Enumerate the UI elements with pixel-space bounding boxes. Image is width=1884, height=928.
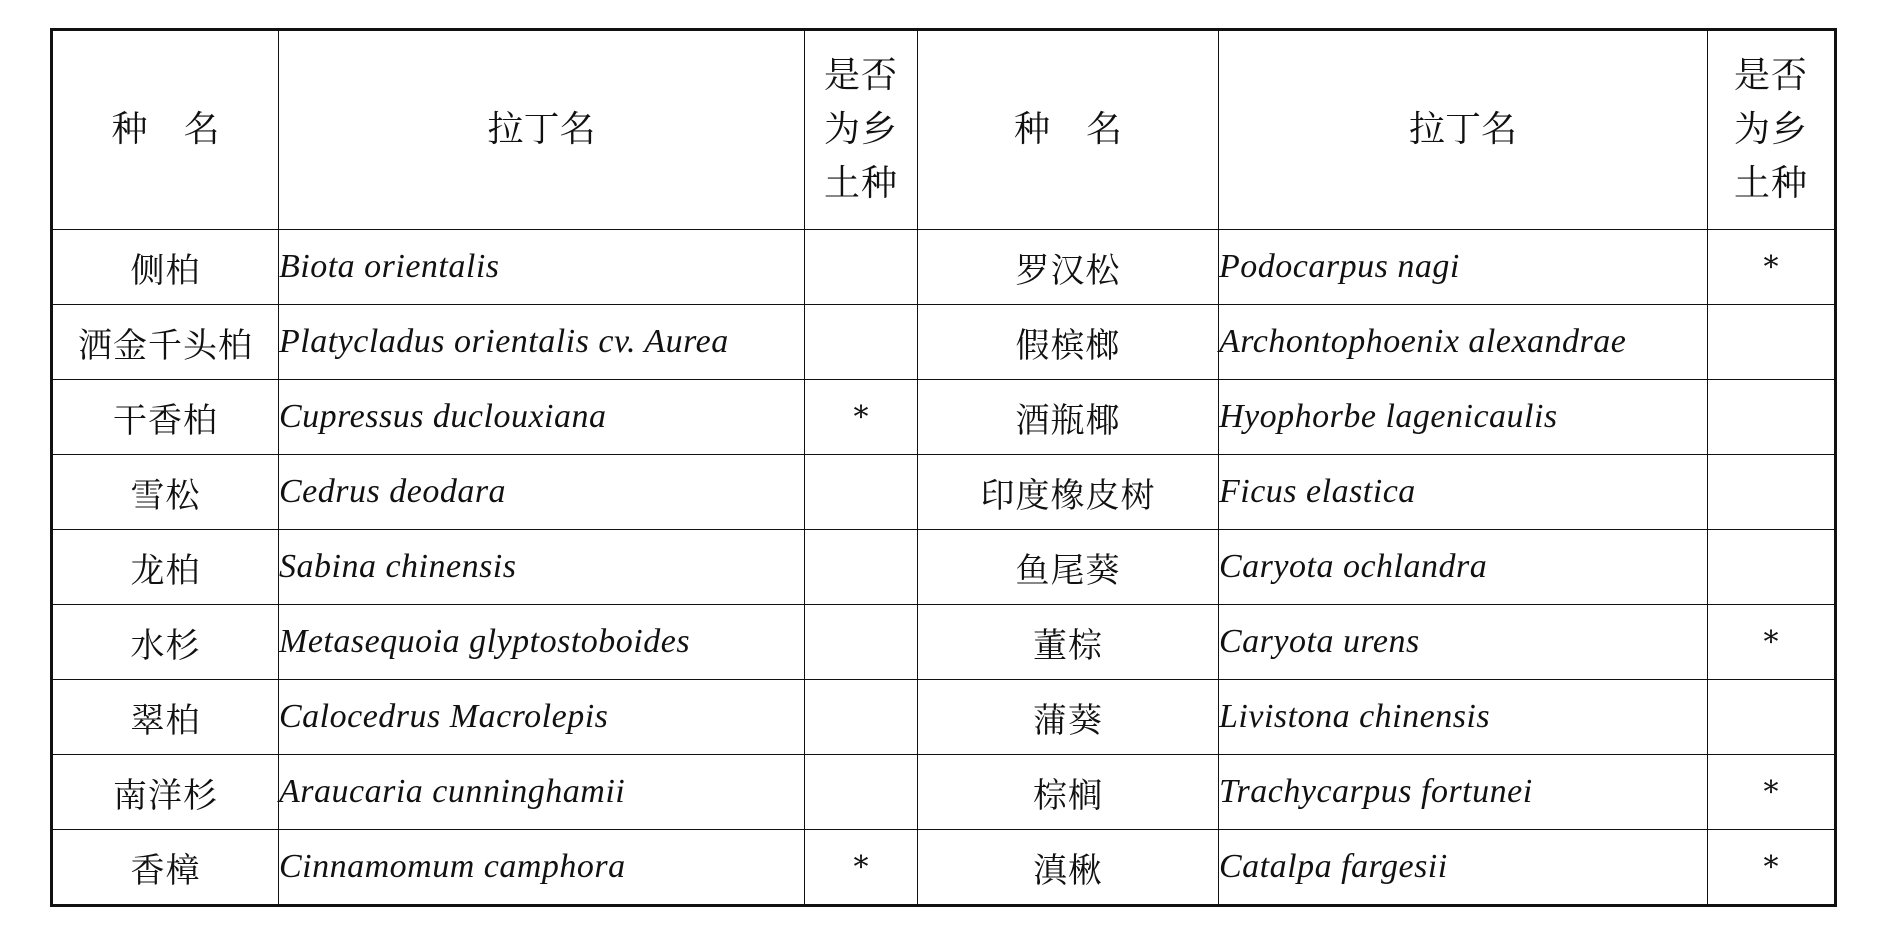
native-mark: * xyxy=(1708,230,1836,305)
latin-name: Cupressus duclouxiana xyxy=(279,380,805,455)
native-mark xyxy=(805,755,918,830)
latin-name: Cinnamomum camphora xyxy=(279,830,805,906)
latin-name: Platycladus orientalis cv. Aurea xyxy=(279,305,805,380)
native-mark xyxy=(1708,455,1836,530)
native-mark xyxy=(805,305,918,380)
latin-name: Trachycarpus fortunei xyxy=(1219,755,1708,830)
latin-name: Podocarpus nagi xyxy=(1219,230,1708,305)
native-mark: * xyxy=(805,830,918,906)
species-name: 印度橡皮树 xyxy=(918,455,1219,530)
native-mark: * xyxy=(1708,755,1836,830)
table-row xyxy=(52,230,1836,305)
native-mark: * xyxy=(805,380,918,455)
native-mark xyxy=(1708,530,1836,605)
table-row xyxy=(52,680,1836,755)
species-name: 翠柏 xyxy=(52,680,279,755)
species-name: 龙柏 xyxy=(52,530,279,605)
native-mark xyxy=(805,605,918,680)
header-latin-name-left: 拉丁名 xyxy=(279,30,805,230)
table-row xyxy=(52,830,1836,906)
table-row xyxy=(52,305,1836,380)
table-row xyxy=(52,455,1836,530)
latin-name: Araucaria cunninghamii xyxy=(279,755,805,830)
table-row xyxy=(52,380,1836,455)
table-row xyxy=(52,530,1836,605)
species-name: 水杉 xyxy=(52,605,279,680)
species-name: 罗汉松 xyxy=(918,230,1219,305)
species-name: 蒲葵 xyxy=(918,680,1219,755)
species-name: 南洋杉 xyxy=(52,755,279,830)
latin-name: Metasequoia glyptostoboides xyxy=(279,605,805,680)
latin-name: Archontophoenix alexandrae xyxy=(1219,305,1708,380)
species-name: 鱼尾葵 xyxy=(918,530,1219,605)
native-mark xyxy=(805,455,918,530)
header-species-name-left: 种 名 xyxy=(52,30,279,230)
species-name: 董棕 xyxy=(918,605,1219,680)
native-mark xyxy=(805,530,918,605)
native-mark xyxy=(1708,305,1836,380)
header-native-right: 是否为乡土种 xyxy=(1708,30,1836,230)
species-table xyxy=(50,28,1837,907)
latin-name: Ficus elastica xyxy=(1219,455,1708,530)
species-name: 棕榈 xyxy=(918,755,1219,830)
species-name: 干香柏 xyxy=(52,380,279,455)
header-row xyxy=(52,30,1836,230)
header-native-left: 是否为乡土种 xyxy=(805,30,918,230)
latin-name: Caryota ochlandra xyxy=(1219,530,1708,605)
species-name: 酒瓶椰 xyxy=(918,380,1219,455)
latin-name: Sabina chinensis xyxy=(279,530,805,605)
species-name: 滇楸 xyxy=(918,830,1219,906)
native-mark: * xyxy=(1708,830,1836,906)
latin-name: Calocedrus Macrolepis xyxy=(279,680,805,755)
latin-name: Cedrus deodara xyxy=(279,455,805,530)
header-latin-name-right: 拉丁名 xyxy=(1219,30,1708,230)
latin-name: Biota orientalis xyxy=(279,230,805,305)
species-name: 侧柏 xyxy=(52,230,279,305)
header-species-name-right: 种 名 xyxy=(918,30,1219,230)
latin-name: Livistona chinensis xyxy=(1219,680,1708,755)
native-mark xyxy=(805,680,918,755)
native-mark xyxy=(1708,680,1836,755)
species-name: 雪松 xyxy=(52,455,279,530)
species-name: 假槟榔 xyxy=(918,305,1219,380)
native-mark: * xyxy=(1708,605,1836,680)
species-name: 香樟 xyxy=(52,830,279,906)
latin-name: Caryota urens xyxy=(1219,605,1708,680)
native-mark xyxy=(1708,380,1836,455)
latin-name: Hyophorbe lagenicaulis xyxy=(1219,380,1708,455)
species-name: 洒金千头柏 xyxy=(52,305,279,380)
latin-name: Catalpa fargesii xyxy=(1219,830,1708,906)
native-mark xyxy=(805,230,918,305)
table-row xyxy=(52,755,1836,830)
table-row xyxy=(52,605,1836,680)
